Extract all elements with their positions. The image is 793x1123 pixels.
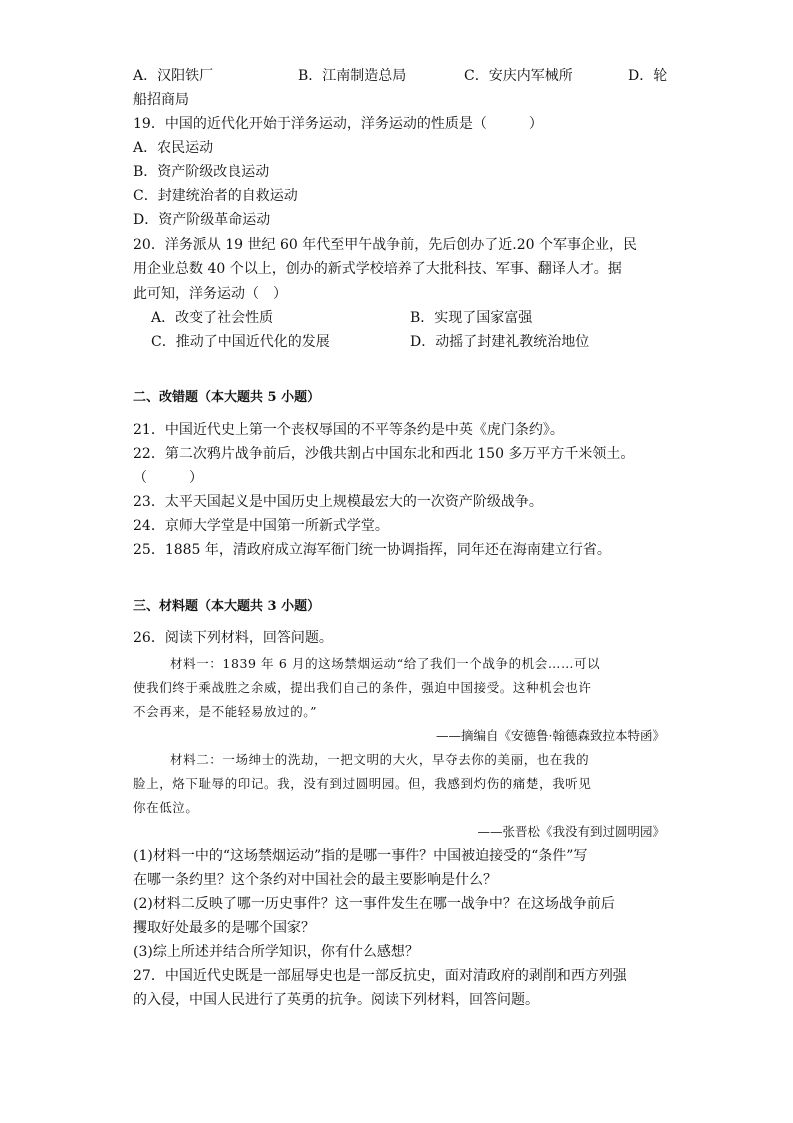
material-2-line-1: 材料二：一场绅士的洗劫，一把文明的大火，早夺去你的美丽，也在我的 <box>170 752 590 767</box>
q22-answer-blank[interactable]: （ ） <box>133 470 203 486</box>
material-1-line-3: 不会再来，是不能轻易放过的。” <box>133 704 318 719</box>
q19-option-d[interactable]: D．资产阶级革命运动 <box>133 212 271 228</box>
material-1-source: ——摘编自《安德鲁·翰德森致拉本特函》 <box>436 728 665 743</box>
q26-sub3: (3)综上所述并结合所学知识，你有什么感想？ <box>133 944 419 960</box>
q26-sub1-line-1: (1)材料一中的“这场禁烟运动”指的是哪一事件？中国被迫接受的“条件”写 <box>133 848 588 864</box>
q20-option-b[interactable]: B．实现了国家富强 <box>410 310 533 326</box>
q22-text: 22．第二次鸦片战争前后，沙俄共割占中国东北和西北 150 多万平方千米领土。 <box>133 446 635 462</box>
q20-stem-line-1: 20．洋务派从 19 世纪 60 年代至甲午战争前，先后创办了近.20 个军事企业，民 <box>133 237 637 253</box>
q21-text: 21．中国近代史上第一个丧权辱国的不平等条约是中英《虎门条约》。 <box>133 422 564 438</box>
material-1-line-1: 材料一：1839 年 6 月的这场禁烟运动“给了我们一个战争的机会……可以 <box>170 656 601 671</box>
q20-stem-line-3: 此可知，洋务运动（ ） <box>133 286 287 302</box>
material-2-line-3: 你在低泣。 <box>133 800 199 815</box>
q20-option-c[interactable]: C．推动了中国近代化的发展 <box>151 334 330 350</box>
q27-stem-line-1: 27．中国近代史既是一部屈辱史也是一部反抗史，面对清政府的剥削和西方列强 <box>133 968 627 984</box>
q19-stem: 19．中国的近代化开始于洋务运动，洋务运动的性质是（ ） <box>133 116 543 132</box>
q23-text: 23．太平天国起义是中国历史上规模最宏大的一次资产阶级战争。 <box>133 494 543 510</box>
section-2-title: 二、改错题（本大题共 5 小题） <box>133 390 321 405</box>
q25-text: 25．1885 年，清政府成立海军衙门统一协调指挥，同年还在海南建立行省。 <box>133 542 611 558</box>
q19-option-c[interactable]: C．封建统治者的自救运动 <box>133 188 298 204</box>
q18-option-d[interactable]: D．轮 <box>628 68 668 84</box>
q18-option-c[interactable]: C．安庆内军械所 <box>464 68 573 84</box>
q27-stem-line-2: 的入侵，中国人民进行了英勇的抗争。阅读下列材料，回答问题。 <box>133 992 539 1008</box>
q19-option-b[interactable]: B．资产阶级改良运动 <box>133 164 270 180</box>
section-3-title: 三、材料题（本大题共 3 小题） <box>133 599 321 614</box>
material-2-line-2: 脸上，烙下耻辱的印记。我，没有到过圆明园。但，我感到灼伤的痛楚，我听见 <box>133 776 592 791</box>
q20-option-a[interactable]: A．改变了社会性质 <box>151 310 274 326</box>
q19-option-a[interactable]: A．农民运动 <box>133 140 214 156</box>
q26-sub2-line-1: (2)材料二反映了哪一历史事件？这一事件发生在哪一战争中？在这场战争前后 <box>133 896 615 912</box>
q26-stem: 26．阅读下列材料，回答问题。 <box>133 630 333 646</box>
material-2-source: ——张晋松《我没有到过圆明园》 <box>477 824 665 839</box>
q20-option-d[interactable]: D．动摇了封建礼教统治地位 <box>410 334 590 350</box>
q26-sub2-line-2: 攫取好处最多的是哪个国家？ <box>133 920 315 936</box>
q18-option-b[interactable]: B．江南制造总局 <box>298 68 407 84</box>
q18-option-d-continued: 船招商局 <box>133 92 189 108</box>
q26-sub1-line-2: 在哪一条约里？这个条约对中国社会的最主要影响是什么？ <box>133 872 497 888</box>
material-1-line-2: 使我们终于乘战胜之余威，提出我们自己的条件，强迫中国接受。这种机会也许 <box>133 680 592 695</box>
q18-option-a[interactable]: A．汉阳铁厂 <box>133 68 214 84</box>
q20-stem-line-2: 用企业总数 40 个以上，创办的新式学校培养了大批科技、军事、翻译人才。据 <box>133 261 622 277</box>
q24-text: 24．京师大学堂是中国第一所新式学堂。 <box>133 518 389 534</box>
